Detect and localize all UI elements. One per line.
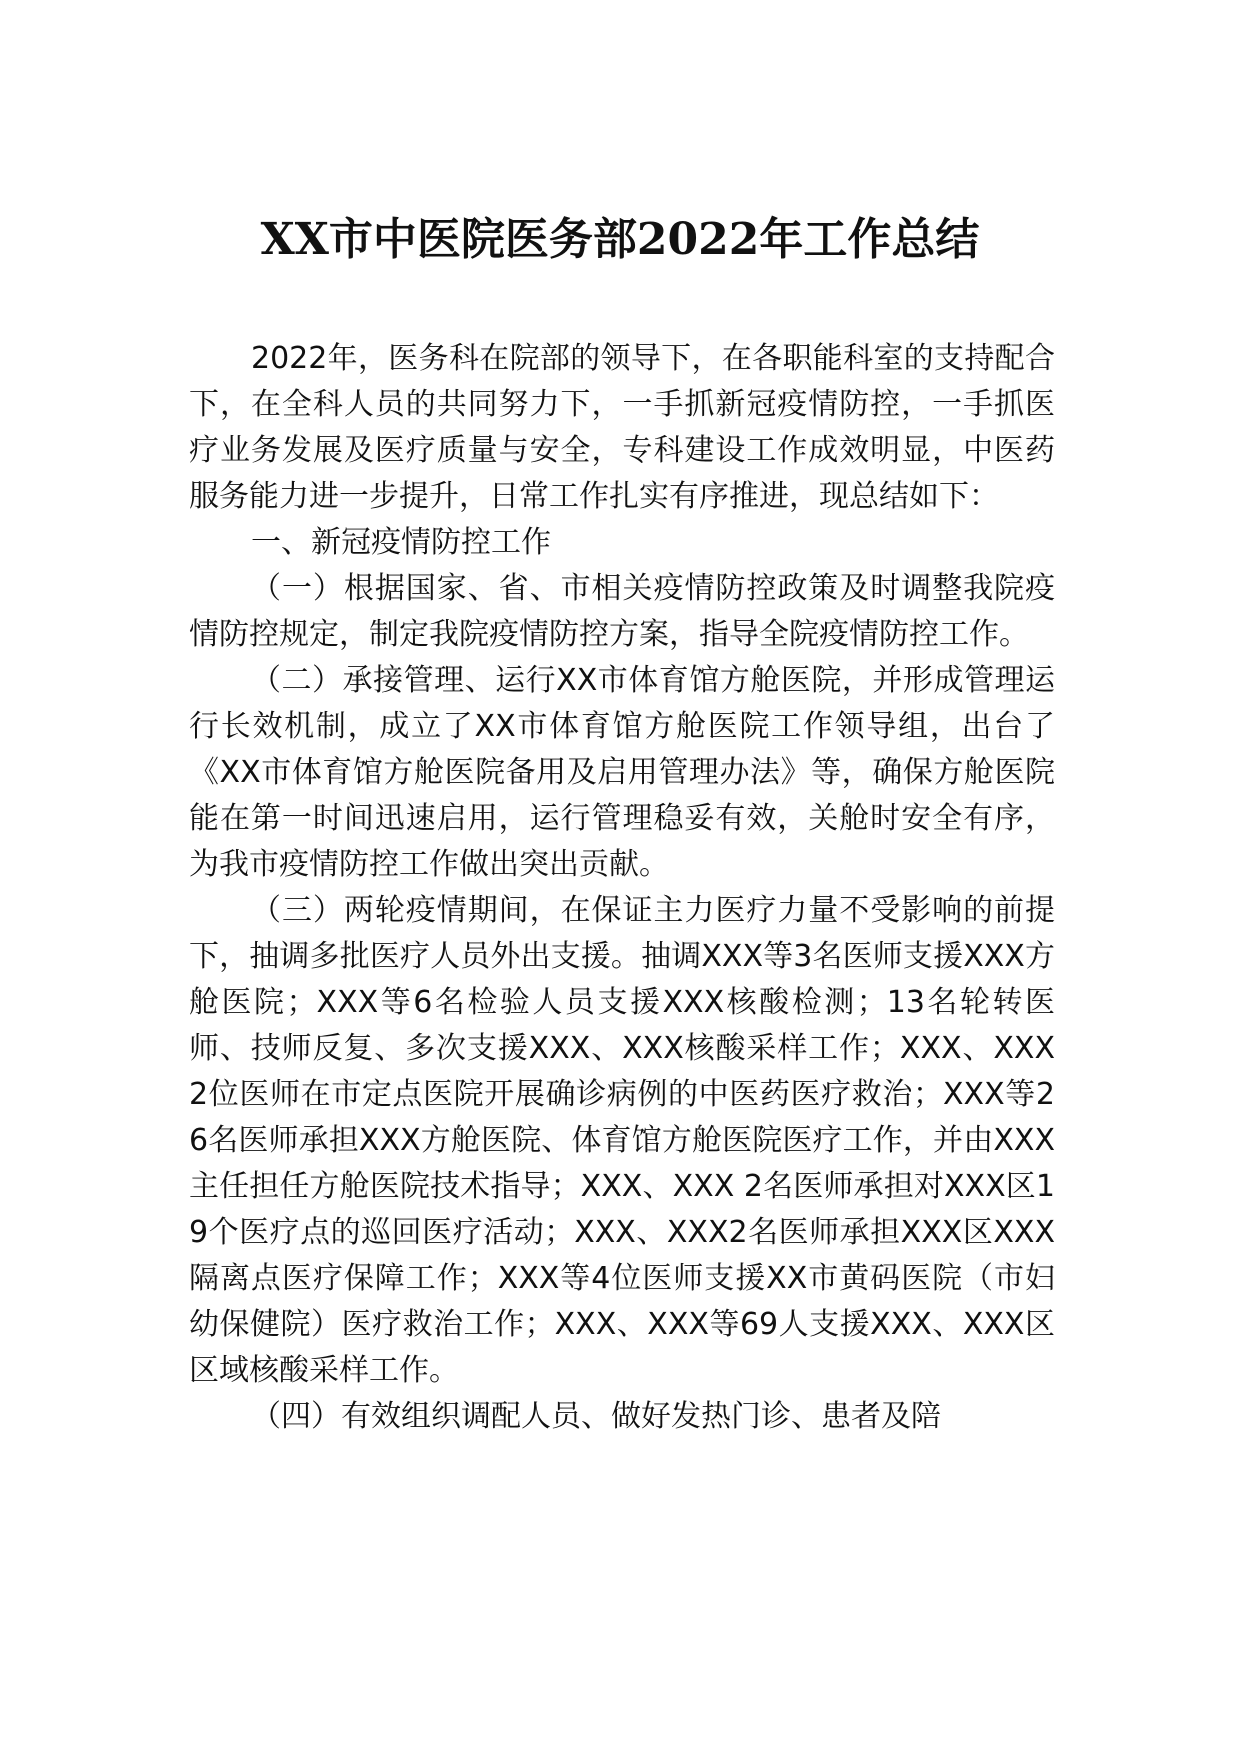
document-title: XX市中医院医务部2022年工作总结: [260, 214, 980, 265]
item-paragraph: （三）两轮疫情期间，在保证主力医疗力量不受影响的前提下，抽调多批医疗人员外出支援。抽调XXX等3名医师支援XXX方舱医院；XXX等6名检验人员支援XXX核酸检测；13名轮转医师、技师反复、多次支援XXX、XXX核酸采样工作；XXX、XXX 2位医师在市定点医院开展确诊病例的中医药医疗救治；XXX等26名医师承担XXX方舱医院、体育馆方舱医院医疗工作，并由XXX主任担任方舱医院技术指导；XXX、XXX 2名医师承担对XXX区19个医疗点的巡回医疗活动；XXX、XXX2名医师承担XXX区XXX隔离点医疗保障工作；XXX等4位医师支援XX市黄码医院（市妇幼保健院）医疗救治工作；XXX、XXX等69人支援XXX、XXX区区域核酸采样工作。: [189, 893, 1055, 1388]
item-paragraph: （一）根据国家、省、市相关疫情防控政策及时调整我院疫情防控规定，制定我院疫情防控方案，指导全院疫情防控工作。: [189, 571, 1055, 652]
item-paragraph: （四）有效组织调配人员、做好发热门诊、患者及陪: [251, 1399, 941, 1434]
intro-paragraph: 2022年，医务科在院部的领导下，在各职能科室的支持配合下，在全科人员的共同努力下，一手抓新冠疫情防控，一手抓医疗业务发展及医疗质量与安全，专科建设工作成效明显，中医药服务能力进一步提升，日常工作扎实有序推进，现总结如下：: [189, 341, 1055, 514]
section-heading: 一、新冠疫情防控工作: [251, 525, 551, 560]
document-body: [189, 336, 1055, 1440]
item-paragraph: （二）承接管理、运行XX市体育馆方舱医院，并形成管理运行长效机制，成立了XX市体育馆方舱医院工作领导组，出台了《XX市体育馆方舱医院备用及启用管理办法》等，确保方舱医院能在第一时间迅速启用，运行管理稳妥有效，关舱时安全有序，为我市疫情防控工作做出突出贡献。: [189, 663, 1055, 882]
